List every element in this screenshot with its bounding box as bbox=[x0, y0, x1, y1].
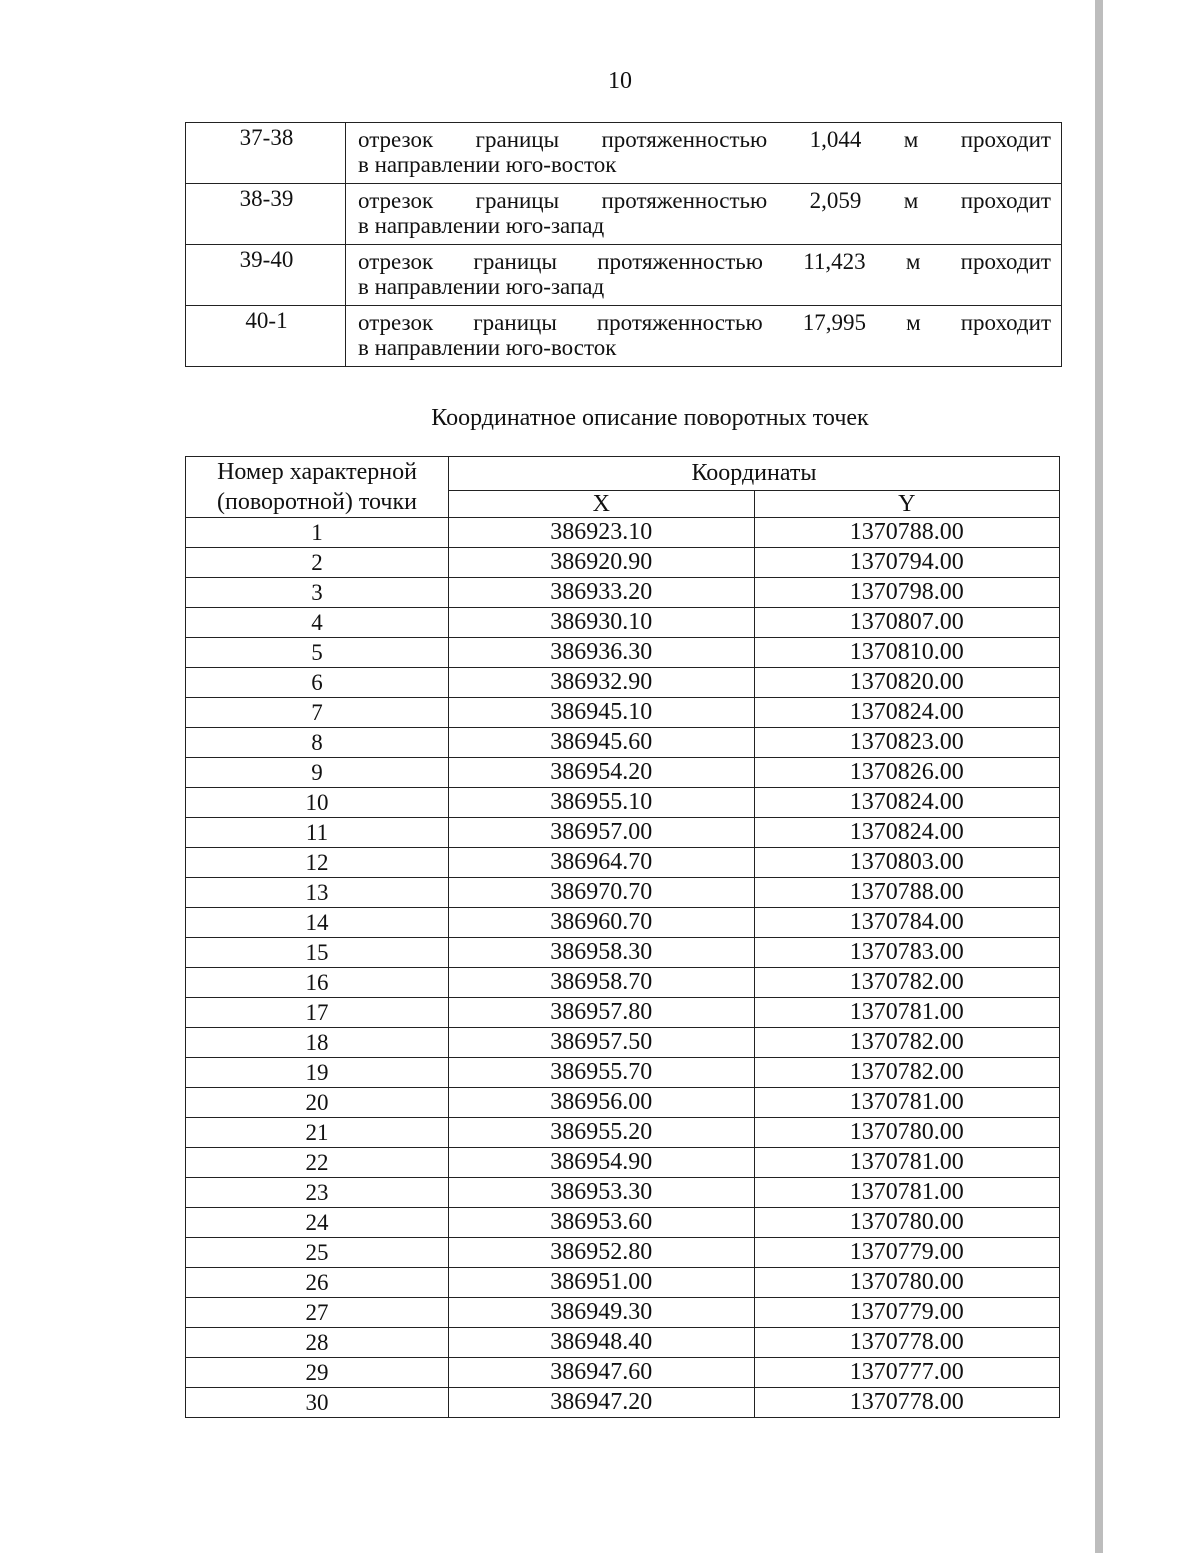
point-number-cell: 9 bbox=[186, 758, 449, 788]
segment-description-line2: в направлении юго-восток bbox=[358, 152, 617, 177]
header-x: X bbox=[449, 490, 755, 517]
coordinate-row bbox=[186, 548, 1060, 578]
y-coordinate-cell: 1370784.00 bbox=[754, 908, 1060, 938]
point-number-cell: 1 bbox=[186, 518, 449, 548]
x-coordinate-cell: 386954.90 bbox=[449, 1148, 755, 1178]
segment-id: 38-39 bbox=[186, 184, 346, 245]
x-coordinate-cell: 386958.70 bbox=[449, 968, 755, 998]
point-number-cell: 5 bbox=[186, 638, 449, 668]
coordinate-row bbox=[186, 1118, 1060, 1148]
x-coordinate-cell: 386933.20 bbox=[449, 578, 755, 608]
segment-word: границы bbox=[473, 310, 557, 335]
point-number-cell: 26 bbox=[186, 1268, 449, 1298]
coordinates-table bbox=[185, 456, 1060, 1418]
coordinate-row bbox=[186, 1028, 1060, 1058]
x-coordinate-cell: 386932.90 bbox=[449, 668, 755, 698]
y-coordinate-cell: 1370826.00 bbox=[754, 758, 1060, 788]
point-number-cell: 10 bbox=[186, 788, 449, 818]
point-number-cell: 23 bbox=[186, 1178, 449, 1208]
x-coordinate-cell: 386920.90 bbox=[449, 548, 755, 578]
y-coordinate-cell: 1370779.00 bbox=[754, 1298, 1060, 1328]
point-number-cell: 25 bbox=[186, 1238, 449, 1268]
header-row-1 bbox=[186, 457, 1060, 491]
coordinate-row bbox=[186, 788, 1060, 818]
y-coordinate-cell: 1370781.00 bbox=[754, 1178, 1060, 1208]
x-coordinate-cell: 386953.30 bbox=[449, 1178, 755, 1208]
segment-word: протяженностью bbox=[601, 188, 768, 213]
y-coordinate-cell: 1370778.00 bbox=[754, 1328, 1060, 1358]
point-number-cell: 4 bbox=[186, 608, 449, 638]
coordinate-row bbox=[186, 698, 1060, 728]
segment-word: отрезок bbox=[358, 188, 434, 213]
coordinate-row bbox=[186, 998, 1060, 1028]
coordinate-row bbox=[186, 578, 1060, 608]
segment-row bbox=[186, 245, 1062, 306]
x-coordinate-cell: 386948.40 bbox=[449, 1328, 755, 1358]
y-coordinate-cell: 1370777.00 bbox=[754, 1358, 1060, 1388]
coordinates-table-body bbox=[186, 518, 1060, 1418]
y-coordinate-cell: 1370824.00 bbox=[754, 698, 1060, 728]
header-y: Y bbox=[754, 490, 1060, 517]
coordinate-row bbox=[186, 608, 1060, 638]
segment-id: 39-40 bbox=[186, 245, 346, 306]
coordinate-row bbox=[186, 1388, 1060, 1418]
coordinate-row bbox=[186, 1208, 1060, 1238]
y-coordinate-cell: 1370824.00 bbox=[754, 818, 1060, 848]
segment-word: м bbox=[903, 188, 919, 213]
x-coordinate-cell: 386957.00 bbox=[449, 818, 755, 848]
y-coordinate-cell: 1370798.00 bbox=[754, 578, 1060, 608]
x-coordinate-cell: 386956.00 bbox=[449, 1088, 755, 1118]
coordinate-row bbox=[186, 1328, 1060, 1358]
segment-description-line1 bbox=[358, 188, 1051, 213]
point-number-cell: 17 bbox=[186, 998, 449, 1028]
segment-word: отрезок bbox=[358, 310, 434, 335]
segment-description-line1 bbox=[358, 127, 1051, 152]
x-coordinate-cell: 386955.20 bbox=[449, 1118, 755, 1148]
coordinate-row bbox=[186, 1298, 1060, 1328]
segment-description bbox=[346, 306, 1062, 367]
y-coordinate-cell: 1370781.00 bbox=[754, 998, 1060, 1028]
segments-table-body bbox=[186, 123, 1062, 367]
segments-table bbox=[185, 122, 1062, 367]
x-coordinate-cell: 386952.80 bbox=[449, 1238, 755, 1268]
point-number-cell: 11 bbox=[186, 818, 449, 848]
coordinate-row bbox=[186, 878, 1060, 908]
point-number-cell: 6 bbox=[186, 668, 449, 698]
segment-word: м bbox=[905, 249, 921, 274]
segment-description bbox=[346, 184, 1062, 245]
x-coordinate-cell: 386957.80 bbox=[449, 998, 755, 1028]
y-coordinate-cell: 1370779.00 bbox=[754, 1238, 1060, 1268]
x-coordinate-cell: 386947.20 bbox=[449, 1388, 755, 1418]
point-number-cell: 8 bbox=[186, 728, 449, 758]
coordinate-row bbox=[186, 1058, 1060, 1088]
y-coordinate-cell: 1370780.00 bbox=[754, 1208, 1060, 1238]
y-coordinate-cell: 1370824.00 bbox=[754, 788, 1060, 818]
segment-word: границы bbox=[475, 188, 560, 213]
segment-word: границы bbox=[475, 127, 560, 152]
segment-description-line1 bbox=[358, 249, 1051, 274]
point-number-cell: 3 bbox=[186, 578, 449, 608]
point-number-cell: 13 bbox=[186, 878, 449, 908]
segment-word: отрезок bbox=[358, 127, 434, 152]
coordinate-row bbox=[186, 758, 1060, 788]
coordinate-row bbox=[186, 518, 1060, 548]
point-number-cell: 7 bbox=[186, 698, 449, 728]
x-coordinate-cell: 386936.30 bbox=[449, 638, 755, 668]
point-number-cell: 21 bbox=[186, 1118, 449, 1148]
y-coordinate-cell: 1370778.00 bbox=[754, 1388, 1060, 1418]
coordinate-row bbox=[186, 908, 1060, 938]
segment-description-line2: в направлении юго-восток bbox=[358, 335, 617, 360]
coordinate-row bbox=[186, 818, 1060, 848]
segment-word: проходит bbox=[960, 127, 1051, 152]
segment-word: проходит bbox=[960, 249, 1051, 274]
point-number-cell: 30 bbox=[186, 1388, 449, 1418]
point-number-cell: 24 bbox=[186, 1208, 449, 1238]
coordinate-row bbox=[186, 728, 1060, 758]
segment-id: 37-38 bbox=[186, 123, 346, 184]
coordinate-row bbox=[186, 968, 1060, 998]
coordinate-row bbox=[186, 848, 1060, 878]
point-number-cell: 22 bbox=[186, 1148, 449, 1178]
page-edge-shadow bbox=[1095, 0, 1103, 1553]
y-coordinate-cell: 1370788.00 bbox=[754, 878, 1060, 908]
segment-description-line1 bbox=[358, 310, 1051, 335]
segment-word: протяженностью bbox=[601, 127, 768, 152]
y-coordinate-cell: 1370782.00 bbox=[754, 968, 1060, 998]
segment-word: границы bbox=[473, 249, 557, 274]
segment-word: 2,059 bbox=[809, 188, 862, 213]
segment-description bbox=[346, 123, 1062, 184]
x-coordinate-cell: 386949.30 bbox=[449, 1298, 755, 1328]
y-coordinate-cell: 1370781.00 bbox=[754, 1148, 1060, 1178]
segment-word: проходит bbox=[960, 310, 1051, 335]
segment-word: протяженностью bbox=[596, 310, 763, 335]
y-coordinate-cell: 1370781.00 bbox=[754, 1088, 1060, 1118]
y-coordinate-cell: 1370788.00 bbox=[754, 518, 1060, 548]
y-coordinate-cell: 1370782.00 bbox=[754, 1028, 1060, 1058]
point-number-cell: 29 bbox=[186, 1358, 449, 1388]
segment-word: 17,995 bbox=[802, 310, 866, 335]
y-coordinate-cell: 1370803.00 bbox=[754, 848, 1060, 878]
segment-word: проходит bbox=[960, 188, 1051, 213]
point-number-cell: 28 bbox=[186, 1328, 449, 1358]
section-title: Координатное описание поворотных точек bbox=[431, 405, 869, 431]
x-coordinate-cell: 386964.70 bbox=[449, 848, 755, 878]
x-coordinate-cell: 386951.00 bbox=[449, 1268, 755, 1298]
coordinate-row bbox=[186, 638, 1060, 668]
coordinate-row bbox=[186, 1268, 1060, 1298]
point-number-cell: 14 bbox=[186, 908, 449, 938]
y-coordinate-cell: 1370783.00 bbox=[754, 938, 1060, 968]
coordinate-row bbox=[186, 1238, 1060, 1268]
y-coordinate-cell: 1370782.00 bbox=[754, 1058, 1060, 1088]
coordinate-row bbox=[186, 938, 1060, 968]
point-number-cell: 12 bbox=[186, 848, 449, 878]
coordinate-row bbox=[186, 1178, 1060, 1208]
point-number-cell: 16 bbox=[186, 968, 449, 998]
point-number-cell: 18 bbox=[186, 1028, 449, 1058]
coordinate-row bbox=[186, 668, 1060, 698]
segment-word: 11,423 bbox=[803, 249, 866, 274]
segment-word: м bbox=[903, 127, 919, 152]
coordinates-table-header bbox=[186, 457, 1060, 518]
segment-word: отрезок bbox=[358, 249, 434, 274]
x-coordinate-cell: 386930.10 bbox=[449, 608, 755, 638]
page-number: 10 bbox=[608, 68, 632, 94]
x-coordinate-cell: 386947.60 bbox=[449, 1358, 755, 1388]
segment-description-line2: в направлении юго-запад bbox=[358, 274, 605, 299]
point-number-cell: 20 bbox=[186, 1088, 449, 1118]
point-number-cell: 19 bbox=[186, 1058, 449, 1088]
y-coordinate-cell: 1370780.00 bbox=[754, 1118, 1060, 1148]
coordinate-row bbox=[186, 1358, 1060, 1388]
segment-id: 40-1 bbox=[186, 306, 346, 367]
segment-row bbox=[186, 306, 1062, 367]
segment-word: 1,044 bbox=[809, 127, 862, 152]
x-coordinate-cell: 386970.70 bbox=[449, 878, 755, 908]
x-coordinate-cell: 386923.10 bbox=[449, 518, 755, 548]
x-coordinate-cell: 386955.10 bbox=[449, 788, 755, 818]
header-coordinates: Координаты bbox=[449, 457, 1060, 491]
x-coordinate-cell: 386954.20 bbox=[449, 758, 755, 788]
y-coordinate-cell: 1370820.00 bbox=[754, 668, 1060, 698]
point-number-cell: 15 bbox=[186, 938, 449, 968]
x-coordinate-cell: 386945.60 bbox=[449, 728, 755, 758]
segment-word: протяженностью bbox=[597, 249, 763, 274]
x-coordinate-cell: 386960.70 bbox=[449, 908, 755, 938]
point-number-cell: 27 bbox=[186, 1298, 449, 1328]
x-coordinate-cell: 386945.10 bbox=[449, 698, 755, 728]
y-coordinate-cell: 1370794.00 bbox=[754, 548, 1060, 578]
point-number-cell: 2 bbox=[186, 548, 449, 578]
y-coordinate-cell: 1370780.00 bbox=[754, 1268, 1060, 1298]
segment-row bbox=[186, 184, 1062, 245]
coordinate-row bbox=[186, 1148, 1060, 1178]
y-coordinate-cell: 1370807.00 bbox=[754, 608, 1060, 638]
coordinate-row bbox=[186, 1088, 1060, 1118]
x-coordinate-cell: 386957.50 bbox=[449, 1028, 755, 1058]
x-coordinate-cell: 386955.70 bbox=[449, 1058, 755, 1088]
segment-description-line2: в направлении юго-запад bbox=[358, 213, 605, 238]
header-point-number: Номер характерной (поворотной) точки bbox=[186, 457, 449, 518]
x-coordinate-cell: 386958.30 bbox=[449, 938, 755, 968]
segment-description bbox=[346, 245, 1062, 306]
x-coordinate-cell: 386953.60 bbox=[449, 1208, 755, 1238]
segment-word: м bbox=[906, 310, 921, 335]
segment-row bbox=[186, 123, 1062, 184]
y-coordinate-cell: 1370810.00 bbox=[754, 638, 1060, 668]
y-coordinate-cell: 1370823.00 bbox=[754, 728, 1060, 758]
